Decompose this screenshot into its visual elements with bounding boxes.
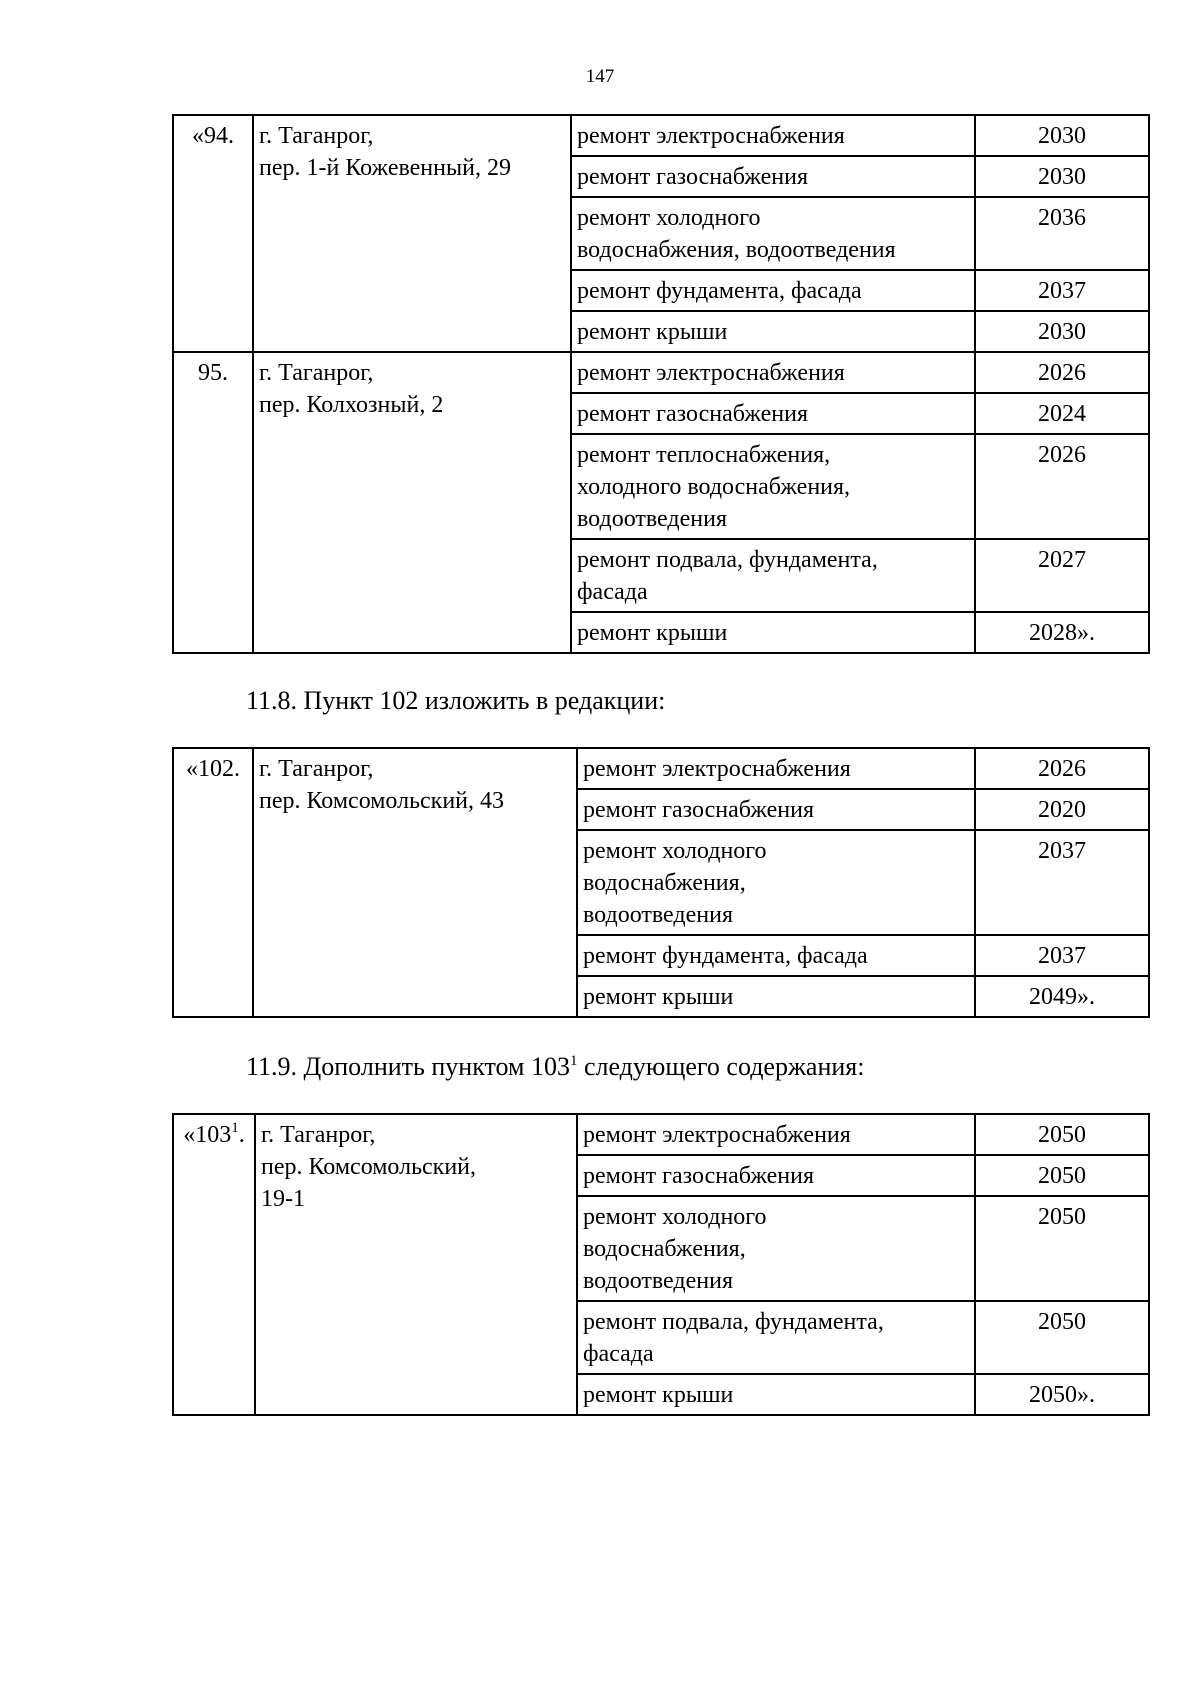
paragraph-11-9 <box>246 1050 864 1084</box>
work-year: 2020 <box>975 789 1149 830</box>
work-type: ремонт фундамента, фасада <box>577 935 975 976</box>
superscript: 1 <box>231 1120 239 1136</box>
work-year: 2050». <box>975 1374 1149 1415</box>
item-address: г. Таганрог, пер. Комсомольский, 43 <box>253 748 577 1017</box>
work-year: 2030 <box>975 156 1149 197</box>
work-type: ремонт газоснабжения <box>577 1155 975 1196</box>
work-type: ремонт теплоснабжения, холодного водоснабжения, водоотведения <box>571 434 975 539</box>
table-row <box>173 352 1149 393</box>
work-type: ремонт холодного водоснабжения, водоотведения <box>577 1196 975 1301</box>
work-year: 2030 <box>975 311 1149 352</box>
work-year: 2030 <box>975 115 1149 156</box>
work-type: ремонт крыши <box>571 311 975 352</box>
work-year: 2049». <box>975 976 1149 1017</box>
item-number <box>173 1114 255 1415</box>
item-address: г. Таганрог, пер. Комсомольский, 19-1 <box>255 1114 577 1415</box>
work-year: 2026 <box>975 434 1149 539</box>
work-year: 2026 <box>975 748 1149 789</box>
work-type: ремонт газоснабжения <box>571 393 975 434</box>
repair-table-2 <box>172 747 1150 1018</box>
work-type: ремонт фундамента, фасада <box>571 270 975 311</box>
table-row <box>173 115 1149 156</box>
item-address: г. Таганрог, пер. 1-й Кожевенный, 29 <box>253 115 571 352</box>
paragraph-11-9-text: 11.9. Дополнить пунктом 103 <box>246 1052 570 1081</box>
repair-table-1 <box>172 114 1150 654</box>
work-type: ремонт электроснабжения <box>577 1114 975 1155</box>
work-type: ремонт газоснабжения <box>577 789 975 830</box>
work-year: 2050 <box>975 1155 1149 1196</box>
work-year: 2037 <box>975 270 1149 311</box>
work-year: 2036 <box>975 197 1149 270</box>
work-type: ремонт электроснабжения <box>577 748 975 789</box>
work-year: 2027 <box>975 539 1149 612</box>
work-year: 2050 <box>975 1196 1149 1301</box>
work-year: 2050 <box>975 1301 1149 1374</box>
work-type: ремонт подвала, фундамента, фасада <box>577 1301 975 1374</box>
item-number: 95. <box>173 352 253 653</box>
paragraph-11-9-text-end: следующего содержания: <box>577 1052 865 1081</box>
superscript: 1 <box>569 1053 578 1069</box>
item-number-dot: . <box>238 1122 245 1148</box>
work-type: ремонт газоснабжения <box>571 156 975 197</box>
work-type: ремонт подвала, фундамента, фасада <box>571 539 975 612</box>
work-year: 2028». <box>975 612 1149 653</box>
table-row <box>173 748 1149 789</box>
work-type: ремонт крыши <box>577 1374 975 1415</box>
work-year: 2024 <box>975 393 1149 434</box>
work-type: ремонт холодного водоснабжения, водоотведения <box>577 830 975 935</box>
table-row <box>173 1114 1149 1155</box>
item-number: «102. <box>173 748 253 1017</box>
item-address: г. Таганрог, пер. Колхозный, 2 <box>253 352 571 653</box>
work-year: 2026 <box>975 352 1149 393</box>
work-year: 2050 <box>975 1114 1149 1155</box>
paragraph-11-8: 11.8. Пункт 102 изложить в редакции: <box>246 686 666 715</box>
work-type: ремонт крыши <box>577 976 975 1017</box>
work-year: 2037 <box>975 830 1149 935</box>
work-type: ремонт электроснабжения <box>571 115 975 156</box>
work-year: 2037 <box>975 935 1149 976</box>
page-number: 147 <box>585 66 615 87</box>
item-number: «94. <box>173 115 253 352</box>
work-type: ремонт холодного водоснабжения, водоотведения <box>571 197 975 270</box>
item-number-main: «103 <box>183 1122 232 1148</box>
repair-table-3 <box>172 1113 1150 1416</box>
work-type: ремонт крыши <box>571 612 975 653</box>
work-type: ремонт электроснабжения <box>571 352 975 393</box>
